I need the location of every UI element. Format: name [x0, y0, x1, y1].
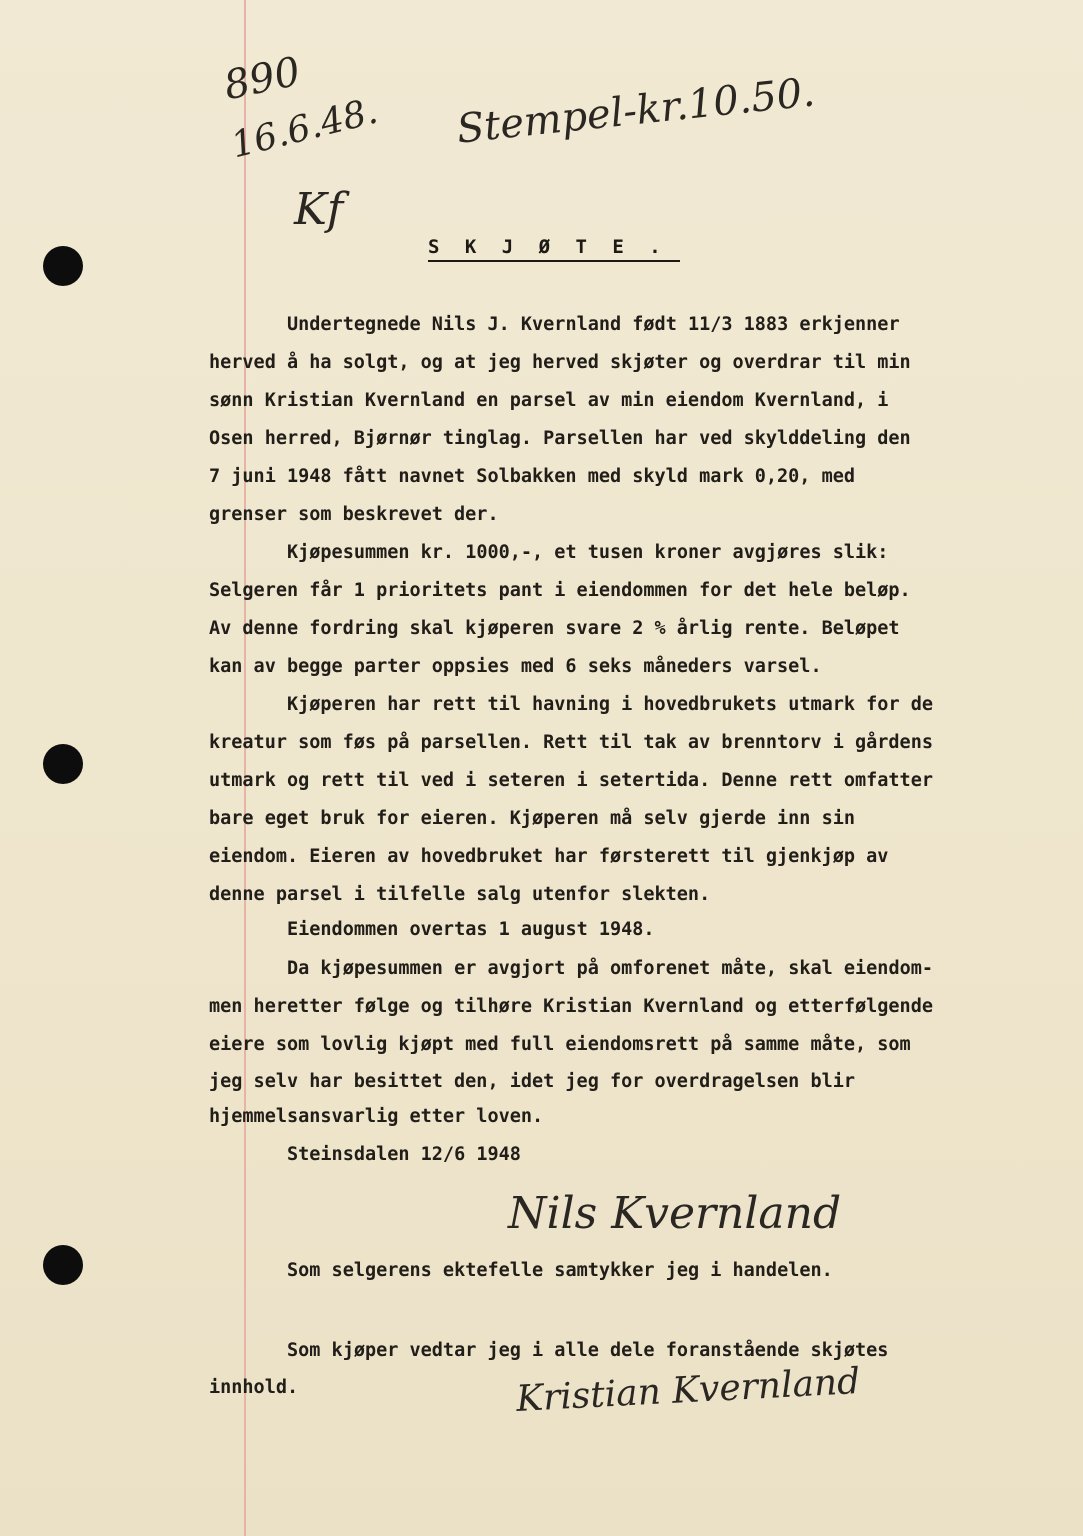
body-line-22: hjemmelsansvarlig etter loven. [209, 1106, 544, 1127]
buyer-signature: Kristian Kvernland [515, 1361, 862, 1420]
handwritten-initials: Kf [294, 184, 344, 235]
body-line-4: Osen herred, Bjørnør tinglag. Parsellen har ved skylddeling den [209, 428, 911, 449]
body-line-20: eiere som lovlig kjøpt med full eiendomsrett på samme måte, som [209, 1034, 911, 1055]
body-line-6: grenser som beskrevet der. [209, 504, 499, 525]
body-line-15: eiendom. Eieren av hovedbruket har førsterett til gjenkjøp av [209, 846, 889, 867]
body-line-9: Av denne fordring skal kjøperen svare 2 % årlig rente. Beløpet [209, 618, 900, 639]
body-line-11: Kjøperen har rett til havning i hovedbrukets utmark for de [287, 694, 934, 715]
body-line-16: denne parsel i tilfelle salg utenfor slekten. [209, 884, 711, 905]
document-title: S K J Ø T E . [428, 236, 680, 262]
body-line-14: bare eget bruk for eieren. Kjøperen må selv gjerde inn sin [209, 808, 856, 829]
punch-hole-bottom [43, 1245, 83, 1285]
handwritten-number: 890 [220, 48, 305, 110]
body-line-19: men heretter følge og tilhøre Kristian Kvernland og etterfølgende [209, 996, 933, 1017]
buyer-line-2: innhold. [209, 1377, 299, 1398]
body-line-10: kan av begge parter oppsies med 6 seks måneders varsel. [209, 656, 822, 677]
body-line-13: utmark og rett til ved i seteren i setertida. Denne rett omfatter [209, 770, 933, 791]
buyer-line-1: Som kjøper vedtar jeg i alle dele foranstående skjøtes [287, 1340, 889, 1361]
margin-rule [244, 0, 246, 1536]
punch-hole-top [43, 246, 83, 286]
place-date-line: Steinsdalen 12/6 1948 [287, 1144, 521, 1165]
body-line-7: Kjøpesummen kr. 1000,-, et tusen kroner avgjøres slik: [287, 542, 889, 563]
body-line-3: sønn Kristian Kvernland en parsel av min eiendom Kvernland, i [209, 390, 889, 411]
body-line-21: jeg selv har besittet den, idet jeg for overdragelsen blir [209, 1071, 856, 1092]
body-line-18: Da kjøpesummen er avgjort på omforenet måte, skal eiendom- [287, 958, 934, 979]
body-line-5: 7 juni 1948 fått navnet Solbakken med skyld mark 0,20, med [209, 466, 856, 487]
seller-signature: Nils Kvernland [508, 1188, 842, 1239]
body-line-17: Eiendommen overtas 1 august 1948. [287, 919, 655, 940]
handwritten-date: 16.6.48. [227, 90, 382, 167]
punch-hole-middle [43, 744, 83, 784]
body-line-1: Undertegnede Nils J. Kvernland født 11/3 1883 erkjenner [287, 314, 900, 335]
stamp-fee-note: Stempel-kr.10.50. [454, 69, 817, 153]
body-line-12: kreatur som føs på parsellen. Rett til tak av brenntorv i gårdens [209, 732, 933, 753]
spouse-consent-line: Som selgerens ektefelle samtykker jeg i handelen. [287, 1260, 833, 1281]
body-line-2: herved å ha solgt, og at jeg herved skjøter og overdrar til min [209, 352, 911, 373]
body-line-8: Selgeren får 1 prioritets pant i eiendommen for det hele beløp. [209, 580, 911, 601]
